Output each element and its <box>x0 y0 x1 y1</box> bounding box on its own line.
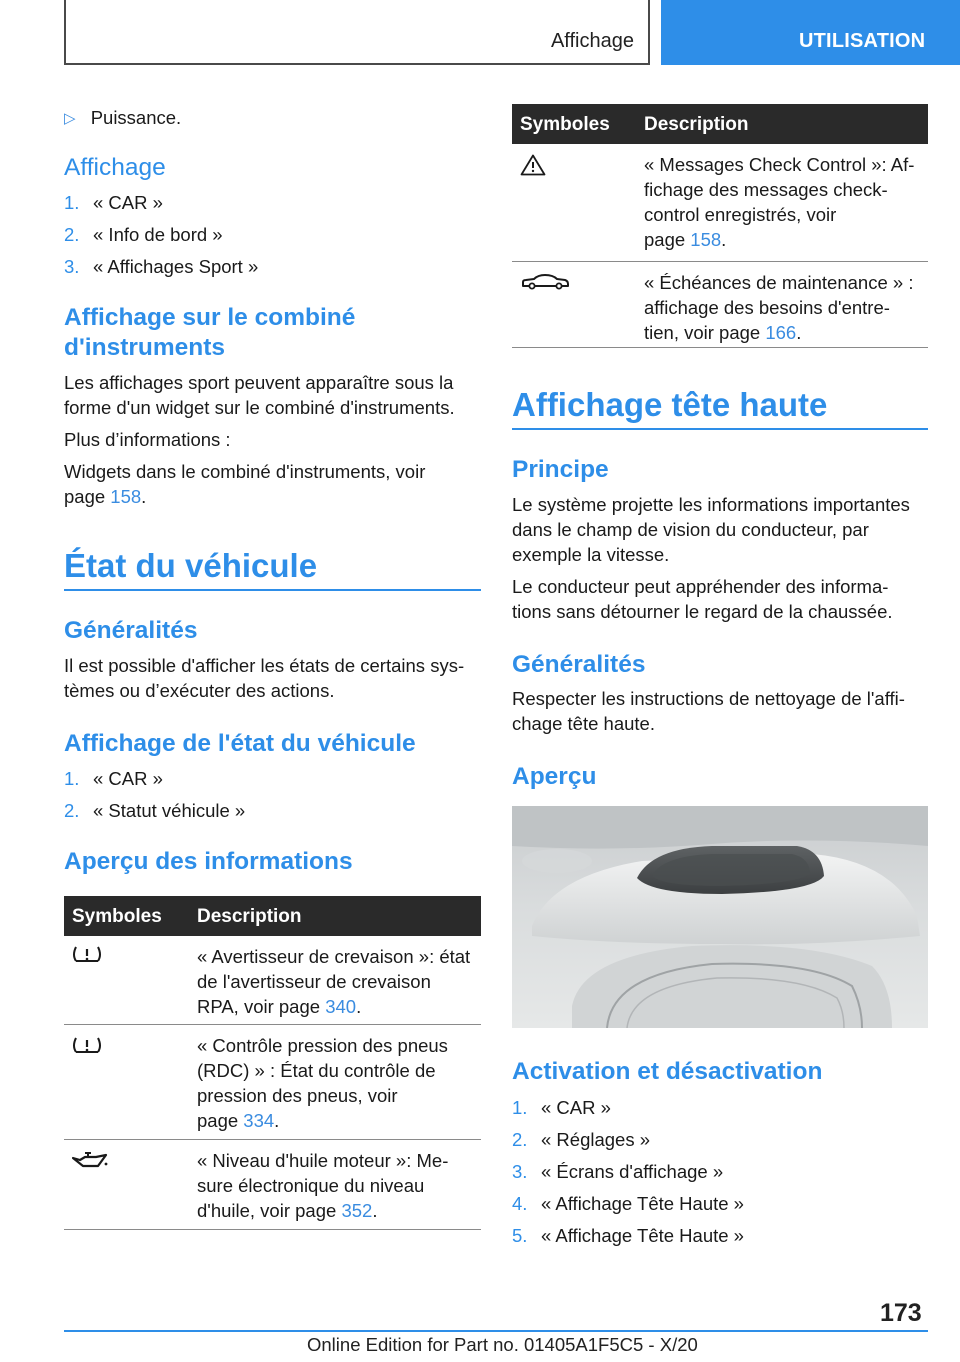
para-generalites-2: tèmes ou d’exécuter des actions. <box>64 680 335 701</box>
heading-etat-vehicule: État du véhicule <box>64 547 318 584</box>
table-row <box>64 1140 481 1230</box>
para-plus-infos: Plus d’informations : <box>64 429 231 450</box>
tire-pressure-warning-icon <box>72 946 102 971</box>
para-widgets-2: page 158. <box>64 486 147 507</box>
page-link-166[interactable]: 166 <box>765 322 797 343</box>
heading-affichage-etat: Affichage de l'état du véhicule <box>64 730 416 757</box>
bullet-text: Puissance. <box>90 107 182 128</box>
section-rule <box>64 589 481 591</box>
heading-generalites: Généralités <box>512 651 646 678</box>
heading-affichage: Affichage <box>64 154 166 181</box>
row-description: « Contrôle pression des pneus (RDC) » : État du contrôle de pression des pneus, voir page 334. <box>197 1035 448 1131</box>
para-principe-5: tions sans détourner le regard de la chaussée. <box>512 601 893 622</box>
affichage-list <box>64 190 481 279</box>
heading-affichage-tete-haute: Affichage tête haute <box>512 386 828 423</box>
table-row <box>64 1025 481 1140</box>
para-generalites-2: chage tête haute. <box>512 713 655 734</box>
list-item: 1. « CAR » <box>512 1097 611 1118</box>
list-item: 5. « Affichage Tête Haute » <box>512 1225 744 1246</box>
para-combine-2: forme d'un widget sur le combiné d'instruments. <box>64 397 455 418</box>
table-header <box>64 896 481 936</box>
footer-edition: Online Edition for Part no. 01405A1F5C5 - X/20 <box>307 1334 698 1355</box>
para-principe-3: exemple la vitesse. <box>512 544 670 565</box>
table-row <box>512 144 928 262</box>
warning-triangle-icon <box>520 154 546 181</box>
list-item: 2. « Statut véhicule » <box>64 800 246 821</box>
table-header <box>512 104 928 144</box>
para-principe-2: dans le champ de vision du conducteur, par <box>512 519 869 540</box>
list-item: 3. « Affichages Sport » <box>64 256 259 277</box>
list-item: 2. « Réglages » <box>512 1129 651 1150</box>
list-item: 1. « CAR » <box>64 192 163 213</box>
activation-list <box>512 1095 928 1248</box>
heading-apercu-informations: Aperçu des informations <box>64 848 353 875</box>
para-widgets-1: Widgets dans le combiné d'instruments, voir <box>64 461 426 482</box>
symbols-table-left <box>64 896 481 1230</box>
header-section-title: Affichage <box>550 30 634 52</box>
row-description: « Niveau d'huile moteur »: Me- sure électronique du niveau d'huile, voir page 352. <box>197 1150 449 1221</box>
col-header-symboles: Symboles <box>72 906 162 927</box>
page-link-340[interactable]: 340 <box>325 996 357 1017</box>
heading-activation: Activation et désactivation <box>512 1058 823 1085</box>
section-rule <box>512 428 928 430</box>
row-description: « Messages Check Control »: Af- fichage des messages check- control enregistrés, voir page 158. <box>644 154 915 250</box>
header-chapter-tab[interactable] <box>661 0 960 65</box>
heading-combine-line1: Affichage sur le combiné <box>64 304 356 331</box>
para-principe-4: Le conducteur peut appréhender des informa- <box>512 576 889 597</box>
footer-rule <box>64 1330 928 1332</box>
page-number: 173 <box>880 1299 922 1327</box>
triangle-bullet-icon: ▷ <box>64 110 76 127</box>
col-header-symboles: Symboles <box>520 114 610 135</box>
page-link-334[interactable]: 334 <box>243 1110 275 1131</box>
head-up-display-photo <box>512 806 928 1028</box>
symbols-table-right <box>512 104 928 348</box>
table-row <box>512 262 928 348</box>
row-description: « Avertisseur de crevaison »: état de l'avertisseur de crevaison RPA, voir page 340. <box>197 946 471 1017</box>
heading-generalites: Généralités <box>64 617 198 644</box>
col-header-description: Description <box>197 906 302 927</box>
heading-apercu: Aperçu <box>512 763 597 790</box>
page-link-352[interactable]: 352 <box>341 1200 373 1221</box>
heading-principe: Principe <box>512 456 609 483</box>
oil-can-icon <box>72 1152 108 1175</box>
etat-list <box>64 766 481 823</box>
list-item: 4. « Affichage Tête Haute » <box>512 1193 744 1214</box>
bullet-puissance <box>64 105 181 132</box>
tire-pressure-control-icon <box>72 1037 102 1062</box>
list-item: 2. « Info de bord » <box>64 224 223 245</box>
table-row <box>64 936 481 1025</box>
page-link-158[interactable]: 158 <box>110 486 142 507</box>
car-service-icon <box>520 274 570 295</box>
para-principe-1: Le système projette les informations importantes <box>512 494 910 515</box>
list-item: 1. « CAR » <box>64 768 163 789</box>
row-description: « Échéances de maintenance » : affichage des besoins d'entre- tien, voir page 166. <box>644 272 914 343</box>
col-header-description: Description <box>644 114 749 135</box>
header-chapter-title: UTILISATION <box>799 30 926 52</box>
page-link-158[interactable]: 158 <box>690 229 722 250</box>
list-item: 3. « Écrans d'affichage » <box>512 1161 724 1182</box>
para-generalites-1: Il est possible d'afficher les états de certains sys- <box>64 655 465 676</box>
para-combine-1: Les affichages sport peuvent apparaître sous la <box>64 372 454 393</box>
header-section-box <box>64 0 650 65</box>
heading-combine-line2: d'instruments <box>64 334 226 361</box>
para-generalites-1: Respecter les instructions de nettoyage de l'affi- <box>512 688 905 709</box>
